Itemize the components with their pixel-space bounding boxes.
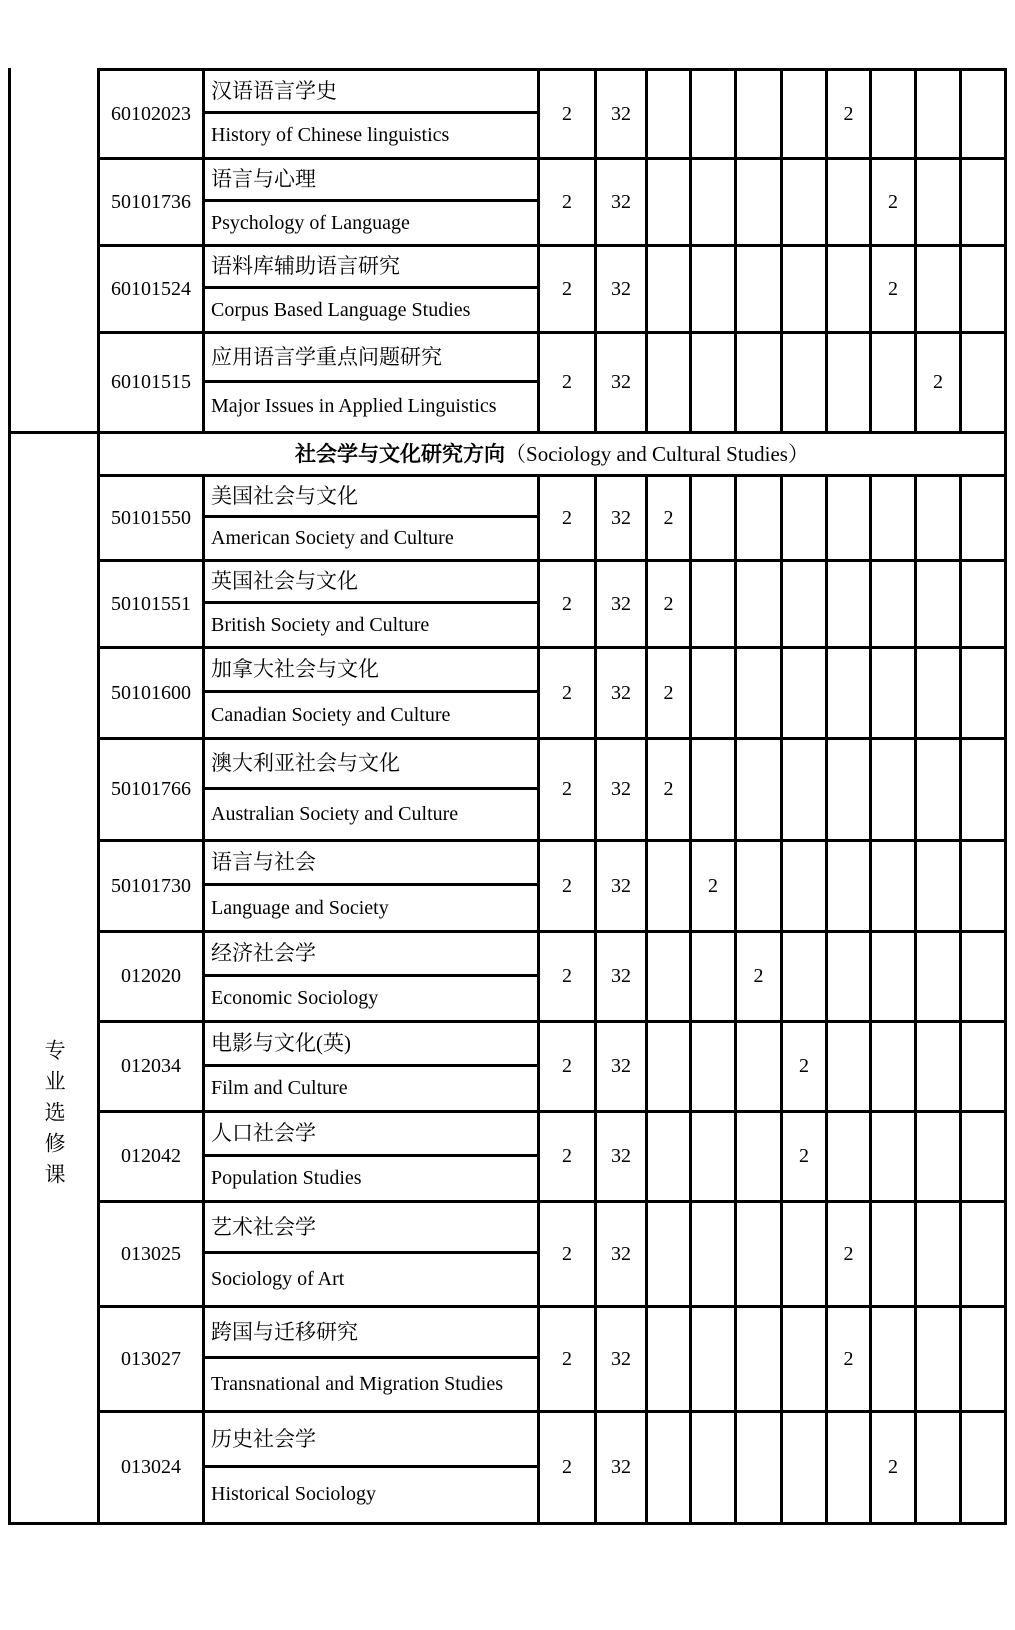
course-name-en: Economic Sociology bbox=[211, 986, 379, 1009]
semester-cell bbox=[872, 477, 917, 562]
semester-cell bbox=[872, 649, 917, 740]
semester-cell bbox=[872, 933, 917, 1023]
semester-cell bbox=[737, 68, 783, 160]
semester-cell bbox=[648, 247, 692, 334]
course-code: 50101736 bbox=[100, 160, 205, 247]
semester-cell bbox=[692, 649, 737, 740]
semester-cell bbox=[962, 842, 1007, 933]
course-name-cell bbox=[205, 562, 540, 649]
semester-cell bbox=[917, 477, 962, 562]
hours-value: 32 bbox=[597, 562, 648, 649]
course-name-zh: 语言与社会 bbox=[205, 842, 537, 886]
semester-cell bbox=[783, 649, 828, 740]
semester-cell bbox=[783, 477, 828, 562]
credits-value: 2 bbox=[540, 477, 597, 562]
credits-value: 2 bbox=[540, 842, 597, 933]
course-name-cell bbox=[205, 160, 540, 247]
semester-cell bbox=[692, 1308, 737, 1413]
semester-cell bbox=[737, 740, 783, 842]
semester-cell bbox=[737, 477, 783, 562]
semester-cell bbox=[783, 160, 828, 247]
course-name-en: Film and Culture bbox=[211, 1076, 348, 1099]
course-name-en: Historical Sociology bbox=[211, 1483, 376, 1506]
course-name-en: Transnational and Migration Studies bbox=[211, 1373, 504, 1395]
semester-cell bbox=[737, 247, 783, 334]
course-name-zh: 人口社会学 bbox=[205, 1113, 537, 1157]
semester-cell: 2 bbox=[917, 334, 962, 434]
elective-category-label: 专业选修课 bbox=[42, 1039, 67, 1194]
course-name-cell bbox=[205, 1203, 540, 1308]
semester-cell bbox=[962, 1113, 1007, 1203]
semester-cell: 2 bbox=[828, 1203, 872, 1308]
semester-cell bbox=[962, 562, 1007, 649]
course-name-zh: 历史社会学 bbox=[205, 1413, 537, 1468]
semester-cell bbox=[872, 740, 917, 842]
semester-cell bbox=[737, 562, 783, 649]
course-name-cell bbox=[205, 68, 540, 160]
course-name-en: Australian Society and Culture bbox=[211, 802, 459, 825]
course-code: 60101515 bbox=[100, 334, 205, 434]
course-name-zh: 英国社会与文化 bbox=[205, 562, 537, 604]
semester-cell bbox=[917, 68, 962, 160]
course-name-en: British Society and Culture bbox=[211, 613, 430, 636]
semester-cell bbox=[783, 842, 828, 933]
semester-cell: 2 bbox=[648, 477, 692, 562]
hours-value: 32 bbox=[597, 1203, 648, 1308]
course-name-en: Sociology of Art bbox=[211, 1268, 345, 1290]
semester-cell bbox=[828, 933, 872, 1023]
hours-value: 32 bbox=[597, 247, 648, 334]
semester-cell: 2 bbox=[648, 562, 692, 649]
credits-value: 2 bbox=[540, 68, 597, 160]
course-code: 50101550 bbox=[100, 477, 205, 562]
semester-cell bbox=[737, 1113, 783, 1203]
semester-cell bbox=[783, 1308, 828, 1413]
semester-cell bbox=[783, 247, 828, 334]
course-name-zh: 应用语言学重点问题研究 bbox=[205, 334, 537, 383]
course-name-cell bbox=[205, 740, 540, 842]
semester-cell bbox=[872, 562, 917, 649]
semester-cell bbox=[648, 68, 692, 160]
semester-cell bbox=[828, 562, 872, 649]
hours-value: 32 bbox=[597, 842, 648, 933]
semester-cell bbox=[737, 1023, 783, 1113]
course-code: 50101730 bbox=[100, 842, 205, 933]
course-code: 60101524 bbox=[100, 247, 205, 334]
course-code: 013025 bbox=[100, 1203, 205, 1308]
semester-cell bbox=[692, 562, 737, 649]
course-name-zh: 语言与心理 bbox=[205, 160, 537, 202]
semester-cell bbox=[783, 68, 828, 160]
credits-value: 2 bbox=[540, 933, 597, 1023]
semester-cell bbox=[917, 1023, 962, 1113]
course-name-zh: 电影与文化(英) bbox=[205, 1023, 537, 1067]
semester-cell bbox=[648, 1113, 692, 1203]
semester-cell bbox=[737, 1203, 783, 1308]
semester-cell bbox=[783, 740, 828, 842]
course-name-zh: 美国社会与文化 bbox=[205, 477, 537, 518]
course-name-zh: 汉语语言学史 bbox=[205, 71, 537, 114]
section-header bbox=[100, 434, 1007, 477]
semester-cell bbox=[917, 1308, 962, 1413]
semester-cell: 2 bbox=[872, 160, 917, 247]
course-name-zh: 澳大利亚社会与文化 bbox=[205, 740, 537, 790]
semester-cell: 2 bbox=[828, 1308, 872, 1413]
left-category-cell-top bbox=[8, 68, 100, 434]
semester-cell bbox=[692, 933, 737, 1023]
course-name-cell bbox=[205, 1308, 540, 1413]
semester-cell bbox=[648, 160, 692, 247]
semester-cell: 2 bbox=[783, 1023, 828, 1113]
semester-cell bbox=[962, 1023, 1007, 1113]
semester-cell bbox=[917, 247, 962, 334]
course-name-en: American Society and Culture bbox=[211, 527, 454, 549]
semester-cell bbox=[962, 649, 1007, 740]
credits-value: 2 bbox=[540, 649, 597, 740]
semester-cell bbox=[962, 68, 1007, 160]
course-code: 012020 bbox=[100, 933, 205, 1023]
credits-value: 2 bbox=[540, 1113, 597, 1203]
hours-value: 32 bbox=[597, 740, 648, 842]
section-header-en: （Sociology and Cultural Studies） bbox=[505, 441, 809, 466]
semester-cell: 2 bbox=[872, 247, 917, 334]
course-name-cell bbox=[205, 842, 540, 933]
hours-value: 32 bbox=[597, 649, 648, 740]
course-table bbox=[8, 68, 1007, 1525]
course-name-cell bbox=[205, 477, 540, 562]
course-name-cell bbox=[205, 649, 540, 740]
course-name-en: History of Chinese linguistics bbox=[211, 124, 450, 146]
semester-cell: 2 bbox=[648, 649, 692, 740]
semester-cell bbox=[828, 842, 872, 933]
course-name-en: Canadian Society and Culture bbox=[211, 703, 451, 726]
course-code: 50101600 bbox=[100, 649, 205, 740]
section-header-zh: 社会学与文化研究方向 bbox=[295, 441, 506, 466]
semester-cell bbox=[828, 1413, 872, 1525]
semester-cell bbox=[692, 160, 737, 247]
semester-cell bbox=[872, 842, 917, 933]
semester-cell: 2 bbox=[828, 68, 872, 160]
semester-cell bbox=[917, 160, 962, 247]
semester-cell: 2 bbox=[872, 1413, 917, 1525]
semester-cell bbox=[962, 247, 1007, 334]
semester-cell bbox=[872, 334, 917, 434]
semester-cell bbox=[828, 1113, 872, 1203]
semester-cell bbox=[917, 649, 962, 740]
semester-cell bbox=[872, 68, 917, 160]
semester-cell bbox=[692, 1203, 737, 1308]
semester-cell bbox=[917, 1203, 962, 1308]
semester-cell bbox=[828, 247, 872, 334]
semester-cell bbox=[737, 842, 783, 933]
course-code: 012034 bbox=[100, 1023, 205, 1113]
semester-cell bbox=[962, 1413, 1007, 1525]
course-name-cell bbox=[205, 334, 540, 434]
semester-cell bbox=[737, 1308, 783, 1413]
course-name-zh: 加拿大社会与文化 bbox=[205, 649, 537, 693]
semester-cell bbox=[737, 334, 783, 434]
semester-cell bbox=[648, 933, 692, 1023]
course-name-en: Corpus Based Language Studies bbox=[211, 298, 471, 321]
hours-value: 32 bbox=[597, 1113, 648, 1203]
semester-cell bbox=[962, 334, 1007, 434]
semester-cell bbox=[783, 1413, 828, 1525]
semester-cell bbox=[692, 477, 737, 562]
course-code: 50101766 bbox=[100, 740, 205, 842]
credits-value: 2 bbox=[540, 1413, 597, 1525]
semester-cell bbox=[962, 740, 1007, 842]
course-name-cell bbox=[205, 933, 540, 1023]
semester-cell bbox=[692, 740, 737, 842]
course-code: 60102023 bbox=[100, 68, 205, 160]
semester-cell bbox=[917, 933, 962, 1023]
semester-cell bbox=[692, 1413, 737, 1525]
credits-value: 2 bbox=[540, 160, 597, 247]
semester-cell bbox=[692, 68, 737, 160]
left-category-cell-elective bbox=[8, 434, 100, 1525]
course-name-zh: 艺术社会学 bbox=[205, 1203, 537, 1254]
credits-value: 2 bbox=[540, 334, 597, 434]
semester-cell bbox=[917, 1113, 962, 1203]
course-name-en: Language and Society bbox=[211, 896, 389, 919]
course-name-en: Psychology of Language bbox=[211, 211, 410, 234]
course-name-zh: 跨国与迁移研究 bbox=[205, 1308, 537, 1359]
semester-cell: 2 bbox=[783, 1113, 828, 1203]
semester-cell bbox=[828, 740, 872, 842]
semester-cell bbox=[917, 842, 962, 933]
semester-cell bbox=[692, 1113, 737, 1203]
course-code: 012042 bbox=[100, 1113, 205, 1203]
hours-value: 32 bbox=[597, 1308, 648, 1413]
semester-cell bbox=[737, 1413, 783, 1525]
semester-cell bbox=[962, 933, 1007, 1023]
hours-value: 32 bbox=[597, 334, 648, 434]
semester-cell: 2 bbox=[648, 740, 692, 842]
course-name-zh: 经济社会学 bbox=[205, 933, 537, 977]
hours-value: 32 bbox=[597, 68, 648, 160]
semester-cell bbox=[783, 1203, 828, 1308]
semester-cell bbox=[828, 1023, 872, 1113]
semester-cell bbox=[872, 1023, 917, 1113]
course-name-zh: 语料库辅助语言研究 bbox=[205, 247, 537, 289]
hours-value: 32 bbox=[597, 160, 648, 247]
course-name-en: Major Issues in Applied Linguistics bbox=[211, 395, 497, 418]
semester-cell bbox=[692, 1023, 737, 1113]
semester-cell: 2 bbox=[737, 933, 783, 1023]
semester-cell bbox=[962, 1203, 1007, 1308]
semester-cell bbox=[828, 160, 872, 247]
course-name-cell bbox=[205, 1413, 540, 1525]
hours-value: 32 bbox=[597, 1023, 648, 1113]
credits-value: 2 bbox=[540, 740, 597, 842]
semester-cell bbox=[737, 160, 783, 247]
course-name-cell bbox=[205, 1113, 540, 1203]
semester-cell bbox=[783, 334, 828, 434]
semester-cell bbox=[648, 1203, 692, 1308]
semester-cell bbox=[962, 1308, 1007, 1413]
semester-cell bbox=[872, 1113, 917, 1203]
semester-cell bbox=[962, 477, 1007, 562]
hours-value: 32 bbox=[597, 1413, 648, 1525]
course-name-cell bbox=[205, 1023, 540, 1113]
semester-cell bbox=[828, 649, 872, 740]
semester-cell: 2 bbox=[692, 842, 737, 933]
semester-cell bbox=[917, 740, 962, 842]
semester-cell bbox=[828, 477, 872, 562]
semester-cell bbox=[648, 842, 692, 933]
hours-value: 32 bbox=[597, 477, 648, 562]
semester-cell bbox=[917, 1413, 962, 1525]
semester-cell bbox=[648, 1308, 692, 1413]
course-code: 50101551 bbox=[100, 562, 205, 649]
credits-value: 2 bbox=[540, 1308, 597, 1413]
semester-cell bbox=[648, 1413, 692, 1525]
semester-cell bbox=[828, 334, 872, 434]
course-name-cell bbox=[205, 247, 540, 334]
semester-cell bbox=[783, 933, 828, 1023]
semester-cell bbox=[648, 1023, 692, 1113]
credits-value: 2 bbox=[540, 1023, 597, 1113]
semester-cell bbox=[737, 649, 783, 740]
course-code: 013027 bbox=[100, 1308, 205, 1413]
semester-cell bbox=[692, 247, 737, 334]
hours-value: 32 bbox=[597, 933, 648, 1023]
credits-value: 2 bbox=[540, 247, 597, 334]
credits-value: 2 bbox=[540, 562, 597, 649]
course-name-en: Population Studies bbox=[211, 1166, 362, 1189]
semester-cell bbox=[648, 334, 692, 434]
course-code: 013024 bbox=[100, 1413, 205, 1525]
semester-cell bbox=[692, 334, 737, 434]
semester-cell bbox=[783, 562, 828, 649]
semester-cell bbox=[917, 562, 962, 649]
semester-cell bbox=[872, 1203, 917, 1308]
semester-cell bbox=[962, 160, 1007, 247]
credits-value: 2 bbox=[540, 1203, 597, 1308]
semester-cell bbox=[872, 1308, 917, 1413]
